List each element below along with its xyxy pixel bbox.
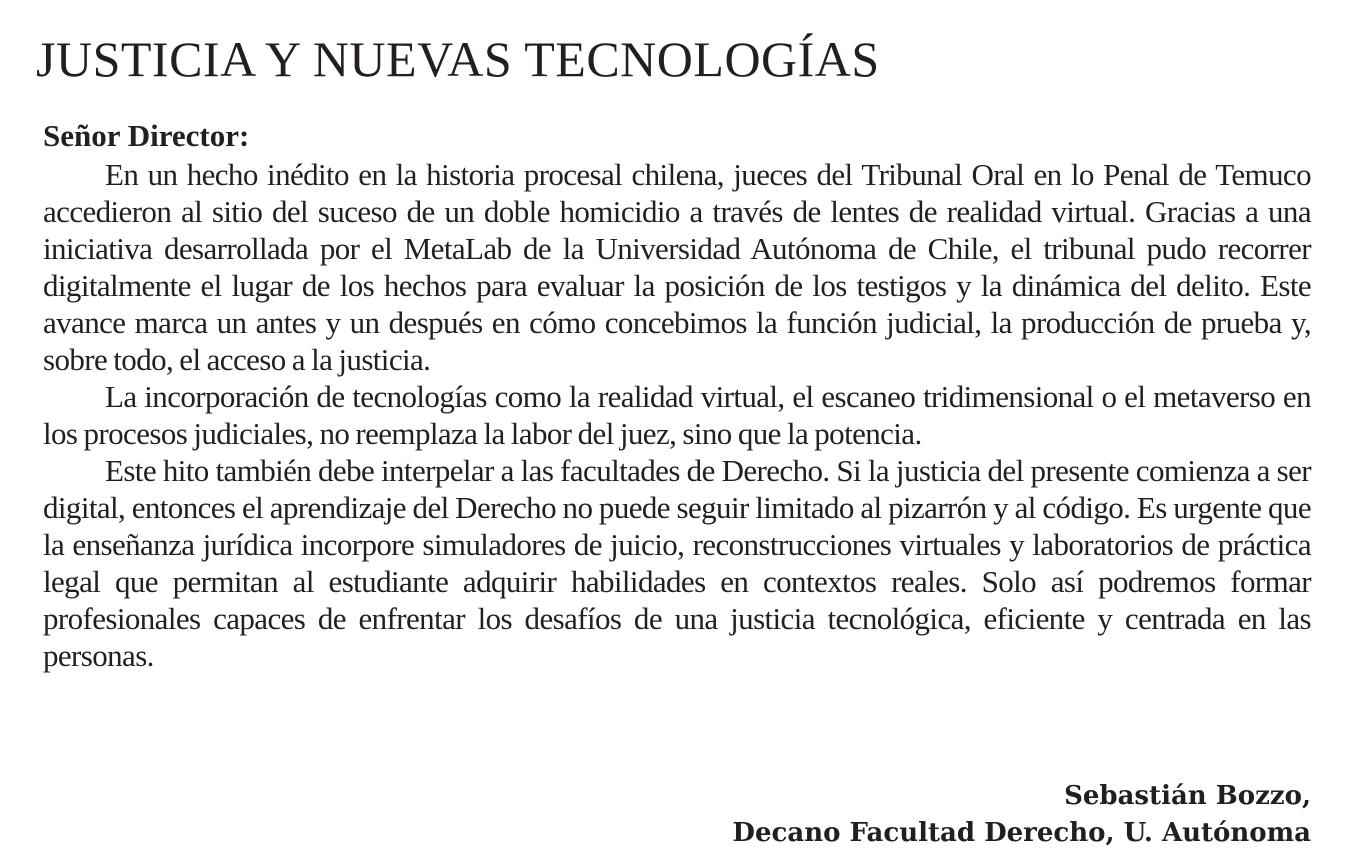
paragraph-1: En un hecho inédito en la historia procesal chilena, jueces del Tribunal Oral en lo Penal de Temuco accedieron al sitio del suceso de un doble homicidio a través de lentes de realidad virtual. Gracias a una iniciativa desarrollada por el MetaLab de la Universidad Autónoma de Chile, el tribunal pudo recorrer digitalmente el lugar de los hechos para evaluar la posición de los testigos y la dinámica del delito. Este avance marca un antes y un después en cómo concebimos la función judicial, la producción de prueba y, sobre todo, el acceso a la justicia. (43, 157, 1311, 377)
paragraph-3: Este hito también debe interpelar a las facultades de Derecho. Si la justicia del presente comienza a ser digital, entonces el aprendizaje del Derecho no puede seguir limitado al pizarrón y al código. Es urgente que la enseñanza jurídica incorpore simuladores de juicio, reconstrucciones virtuales y laboratorios de práctica legal que permitan al estudiante adquirir habilidades en contextos reales. Solo así podremos formar profesionales capaces de enfrentar los desafíos de una justicia tecnológica, eficiente y centrada en las personas. (43, 453, 1311, 673)
paragraph-2: La incorporación de tecnologías como la realidad virtual, el escaneo tridimensional o el metaverso en los procesos judiciales, no reemplaza la labor del juez, sino que la potencia. (43, 379, 1311, 451)
signature-title: Decano Facultad Derecho, U. Autónoma (732, 818, 1311, 848)
letter-body (43, 156, 1311, 674)
headline: JUSTICIA Y NUEVAS TECNOLOGÍAS (36, 31, 880, 87)
signature-block (732, 778, 1311, 852)
signature-author: Sebastián Bozzo, (1064, 781, 1311, 811)
salutation: Señor Director: (43, 118, 250, 153)
